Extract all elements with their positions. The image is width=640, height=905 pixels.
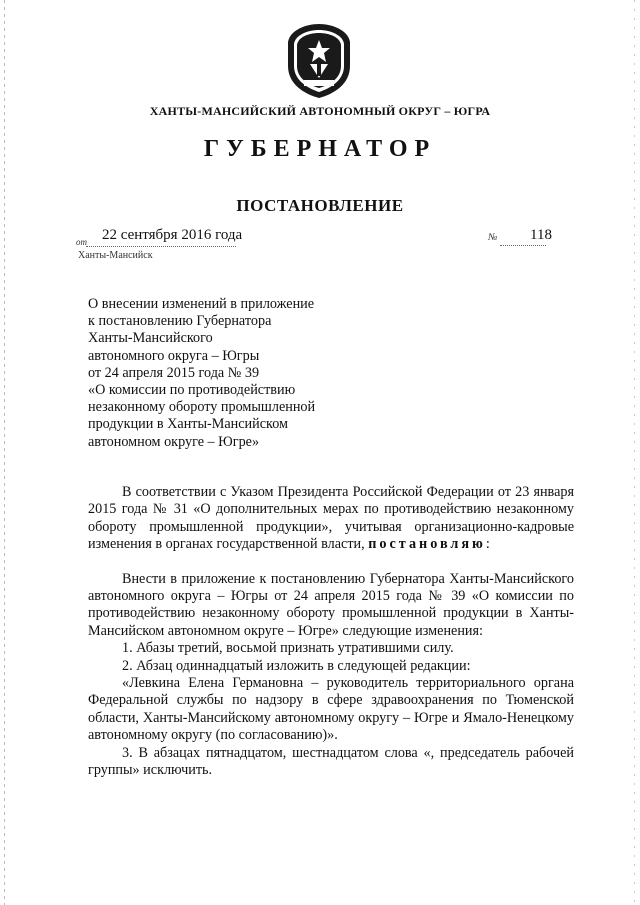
preamble-text: В соответствии с Указом Президента Российской Федерации от 23 января 2015 года № 31 «О дополнительных мерах по противодействию незаконному обороту промышленной продукции», учитывая организационно-кадровые изменения в органах государственной власти, xyxy=(88,484,574,553)
title-line: незаконному обороту промышленной xyxy=(88,399,316,416)
document-type: ПОСТАНОВЛЕНИЕ xyxy=(236,196,404,215)
document-number: 118 xyxy=(530,227,552,243)
number-underline xyxy=(500,245,546,246)
main-paragraph: Внести в приложение к постановлению Губернатора Ханты-Мансийского автономного округа – Югры от 24 апреля 2015 года № 39 «О комиссии по противодействию незаконному обороту промышленной продукции в Ханты-Мансийском автономном округе – Югре» следующие изменения: xyxy=(88,570,574,639)
item-2-paragraph: 2. Абзац одиннадцатый изложить в следующей редакции: xyxy=(122,657,471,674)
title-line: О внесении изменений в приложение xyxy=(88,296,315,312)
preamble-colon: : xyxy=(485,536,490,553)
title-line: Ханты-Мансийского xyxy=(88,330,213,347)
document-title xyxy=(88,296,388,451)
item-2-text-paragraph: «Левкина Елена Германовна – руководитель территориального органа Федеральной службы по надзору в сфере здравоохранения по Тюменской области, Ханты-Мансийскому автономному округу – Югре и Ямало-Ненецкому автономному округу (по согласованию)». xyxy=(88,675,574,744)
item-3-paragraph: 3. В абзацах пятнадцатом, шестнадцатом слова «, председатель рабочей группы» исключить. xyxy=(88,744,574,779)
title-line: продукции в Ханты-Мансийском xyxy=(88,416,288,433)
title-line: автономном округе – Югре» xyxy=(88,433,260,450)
city-name: Ханты-Мансийск xyxy=(78,250,153,261)
title-line: автономного округа – Югры xyxy=(88,347,260,364)
item-1-paragraph: 1. Абазы третий, восьмой признать утратившими силу. xyxy=(122,640,454,657)
preamble-paragraph xyxy=(88,484,574,554)
title-line: от 24 апреля 2015 года № 39 xyxy=(88,364,260,381)
region-name: ХАНТЫ-МАНСИЙСКИЙ АВТОНОМНЫЙ ОКРУГ – ЮГРА xyxy=(149,104,491,118)
title-line: к постановлению Губернатора xyxy=(88,313,272,330)
governor-heading: ГУБЕРНАТОР xyxy=(203,136,437,162)
title-line: «О комиссии по противодействию xyxy=(88,382,296,399)
decree-word: постановляю xyxy=(368,536,486,553)
date-label: от xyxy=(76,237,87,247)
number-label: № xyxy=(488,232,498,243)
document-body xyxy=(88,484,574,780)
document-date: 22 сентября 2016 года xyxy=(102,227,243,243)
coat-of-arms-icon xyxy=(284,22,354,100)
date-underline xyxy=(86,246,236,247)
